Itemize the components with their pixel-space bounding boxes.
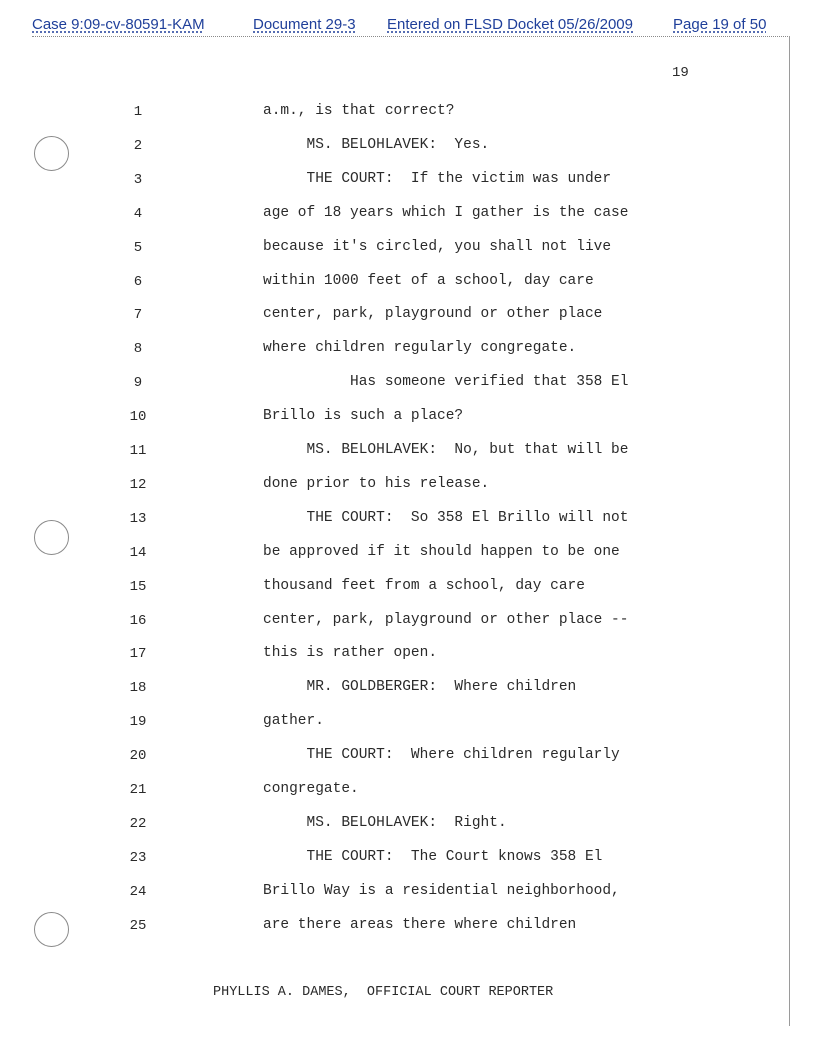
document-number-link[interactable]: Document 29-3: [253, 16, 356, 33]
line-number: 7: [133, 307, 143, 323]
transcript-line: age of 18 years which I gather is the case: [263, 205, 629, 221]
line-number: 4: [133, 206, 143, 222]
transcript-line: be approved if it should happen to be one: [263, 544, 620, 560]
transcript-line: MS. BELOHLAVEK: No, but that will be: [263, 442, 629, 458]
line-number: 23: [129, 850, 147, 866]
transcript-line: THE COURT: So 358 El Brillo will not: [263, 510, 629, 526]
line-number: 2: [133, 138, 143, 154]
transcript-line: gather.: [263, 713, 324, 729]
transcript-line: a.m., is that correct?: [263, 103, 455, 119]
transcript-line: MS. BELOHLAVEK: Yes.: [263, 137, 490, 153]
line-number: 1: [133, 104, 143, 120]
transcript-line: THE COURT: Where children regularly: [263, 747, 620, 763]
page-of-link[interactable]: Page 19 of 50: [673, 16, 767, 33]
transcript-line: done prior to his release.: [263, 476, 490, 492]
line-number: 5: [133, 240, 143, 256]
page-number: 19: [672, 65, 689, 81]
line-number: 15: [129, 579, 147, 595]
transcript-line: where children regularly congregate.: [263, 340, 577, 356]
transcript-line: are there areas there where children: [263, 917, 577, 933]
line-number: 24: [129, 884, 147, 900]
case-number-link[interactable]: Case 9:09-cv-80591-KAM: [32, 16, 205, 33]
transcript-line: Brillo is such a place?: [263, 408, 464, 424]
transcript-line: thousand feet from a school, day care: [263, 578, 585, 594]
page-right-edge: [789, 36, 790, 1026]
transcript-line: this is rather open.: [263, 645, 438, 661]
line-number: 17: [129, 646, 147, 662]
court-reporter-footer: PHYLLIS A. DAMES, OFFICIAL COURT REPORTER: [213, 985, 554, 1000]
line-number: 13: [129, 511, 147, 527]
line-number: 19: [129, 714, 147, 730]
line-number: 20: [129, 748, 147, 764]
line-number: 11: [129, 443, 147, 459]
entered-date-link[interactable]: Entered on FLSD Docket 05/26/2009: [387, 16, 633, 33]
transcript-line: THE COURT: If the victim was under: [263, 171, 612, 187]
line-number: 25: [129, 918, 147, 934]
line-number: 8: [133, 341, 143, 357]
line-number: 22: [129, 816, 147, 832]
line-number: 18: [129, 680, 147, 696]
transcript-line: because it's circled, you shall not live: [263, 239, 612, 255]
transcript-line: within 1000 feet of a school, day care: [263, 273, 594, 289]
punch-hole-top: [34, 136, 69, 171]
transcript-line: congregate.: [263, 781, 359, 797]
line-number: 9: [133, 375, 143, 391]
header-divider: [32, 36, 790, 37]
punch-hole-bottom: [34, 912, 69, 947]
transcript-line: center, park, playground or other place --: [263, 612, 629, 628]
line-number: 6: [133, 274, 143, 290]
transcript-line: center, park, playground or other place: [263, 306, 603, 322]
line-number: 14: [129, 545, 147, 561]
line-number: 21: [129, 782, 147, 798]
punch-hole-middle: [34, 520, 69, 555]
transcript-line: MR. GOLDBERGER: Where children: [263, 679, 577, 695]
line-number: 16: [129, 613, 147, 629]
line-number: 10: [129, 409, 147, 425]
transcript-line: Has someone verified that 358 El: [263, 374, 629, 390]
line-number: 3: [133, 172, 143, 188]
line-number: 12: [129, 477, 147, 493]
docket-header: [32, 16, 792, 38]
transcript-line: THE COURT: The Court knows 358 El: [263, 849, 603, 865]
transcript-line: MS. BELOHLAVEK: Right.: [263, 815, 507, 831]
transcript-line: Brillo Way is a residential neighborhood,: [263, 883, 620, 899]
